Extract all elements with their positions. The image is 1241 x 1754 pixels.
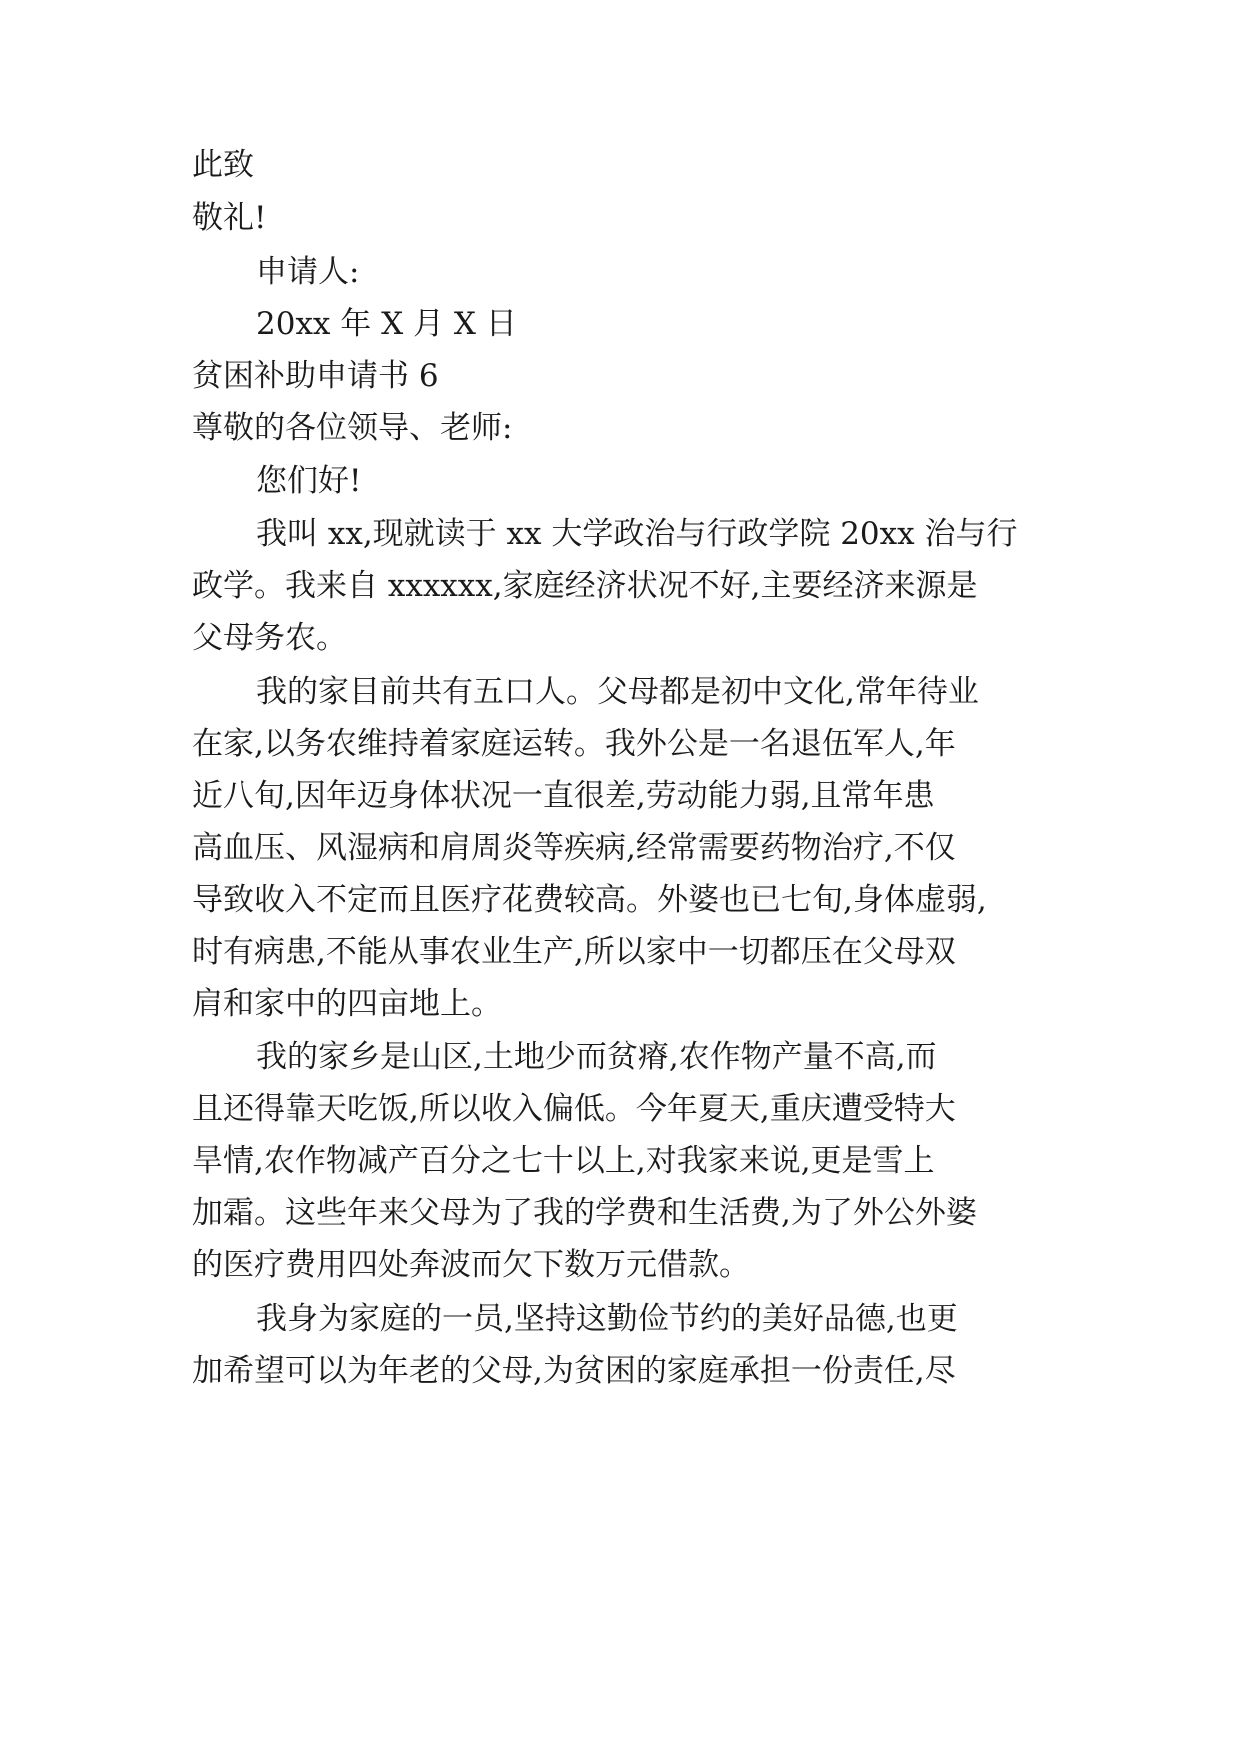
applicant-label: 申请人: (256, 254, 360, 290)
paragraph-2-line-5: 导致收入不定而且医疗花费较高。外婆也已七旬,身体虚弱, (192, 882, 987, 918)
paragraph-3-line-5: 的医疗费用四处奔波而欠下数万元借款。 (192, 1247, 750, 1283)
paragraph-1-line-3: 父母务农。 (192, 620, 347, 656)
document-page (192, 0, 1052, 1754)
paragraph-3-line-1: 我的家乡是山区,土地少而贫瘠,农作物产量不高,而 (256, 1039, 937, 1075)
closing-ci-zhi: 此致 (192, 147, 254, 183)
paragraph-2-line-7: 肩和家中的四亩地上。 (192, 986, 502, 1022)
salutation: 尊敬的各位领导、老师: (192, 410, 513, 446)
paragraph-2-line-6: 时有病患,不能从事农业生产,所以家中一切都压在父母双 (192, 934, 956, 970)
paragraph-2-line-2: 在家,以务农维持着家庭运转。我外公是一名退伍军人,年 (192, 726, 956, 762)
section-title: 贫困补助申请书 6 (192, 358, 439, 394)
closing-jing-li: 敬礼! (192, 200, 267, 236)
paragraph-1-line-2: 政学。我来自 xxxxxx,家庭经济状况不好,主要经济来源是 (192, 568, 978, 604)
paragraph-3-line-2: 且还得靠天吃饭,所以收入偏低。今年夏天,重庆遭受特大 (192, 1091, 956, 1127)
paragraph-1-line-1: 我叫 xx,现就读于 xx 大学政治与行政学院 20xx 治与行 (256, 516, 1018, 552)
paragraph-2-line-3: 近八旬,因年迈身体状况一直很差,劳动能力弱,且常年患 (192, 778, 935, 814)
paragraph-4-line-2: 加希望可以为年老的父母,为贫困的家庭承担一份责任,尽 (192, 1353, 956, 1389)
paragraph-3-line-3: 旱情,农作物减产百分之七十以上,对我家来说,更是雪上 (192, 1143, 935, 1179)
paragraph-4-line-1: 我身为家庭的一员,坚持这勤俭节约的美好品德,也更 (256, 1301, 958, 1337)
application-date: 20xx 年 X 月 X 日 (256, 306, 517, 342)
greeting: 您们好! (256, 463, 362, 499)
paragraph-3-line-4: 加霜。这些年来父母为了我的学费和生活费,为了外公外婆 (192, 1195, 977, 1231)
paragraph-2-line-4: 高血压、风湿病和肩周炎等疾病,经常需要药物治疗,不仅 (192, 830, 956, 866)
paragraph-2-line-1: 我的家目前共有五口人。父母都是初中文化,常年待业 (256, 674, 979, 710)
